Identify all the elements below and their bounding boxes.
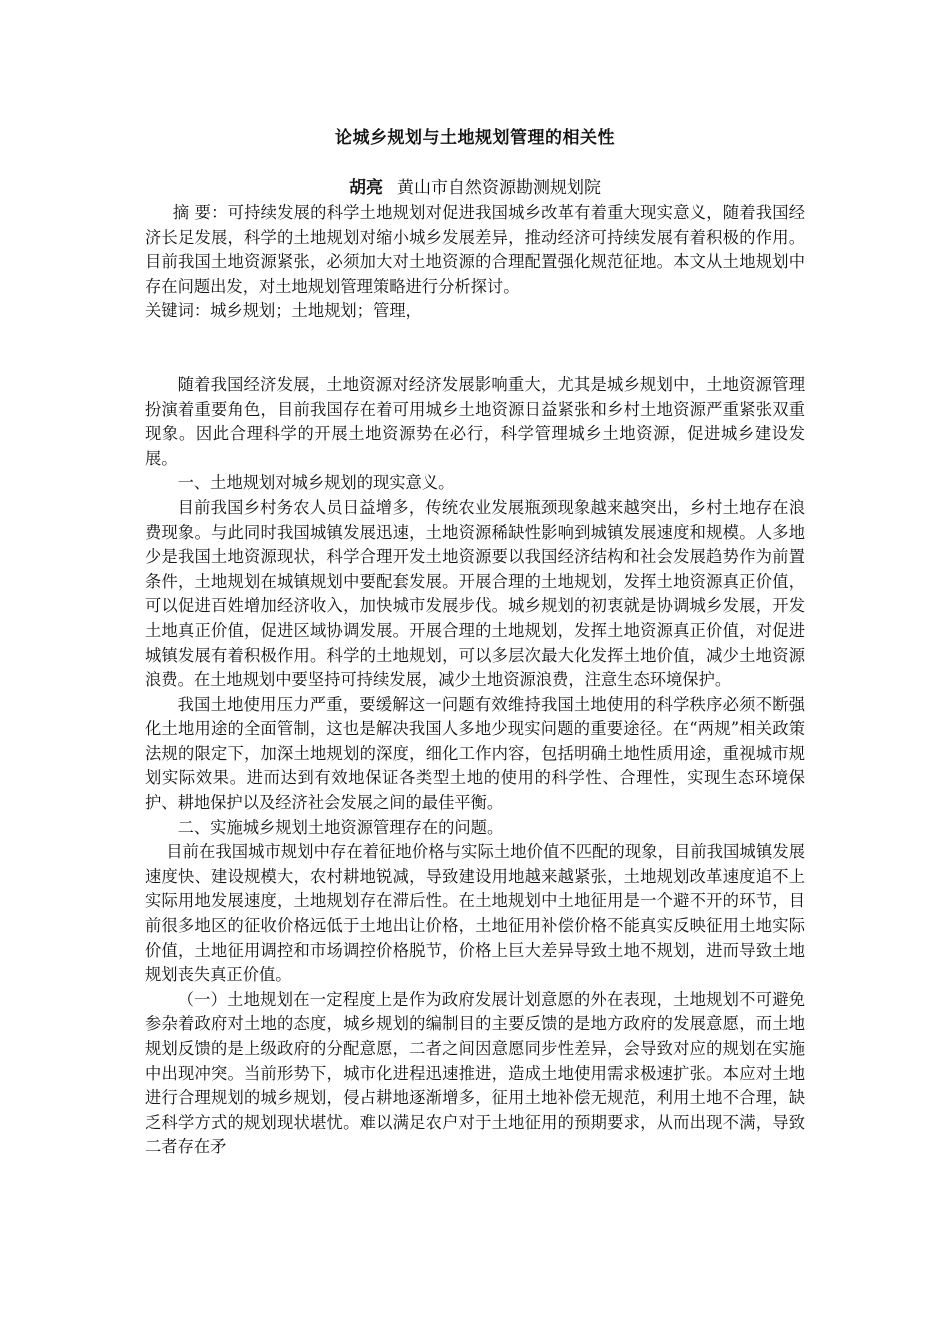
abstract-paragraph: 摘 要：可持续发展的科学土地规划对促进我国城乡改革有着重大现实意义，随着我国经济长足发展，科学的土地规划对缩小城乡发展差异，推动经济可持续发展有着积极的作用。目前我国土地资源紧张，必须加大对土地资源的合理配置强化规范征地。本文从土地规划中存在问题出发，对土地规划管理策略进行分析探讨。: [145, 203, 805, 296]
body-paragraph: 目前在我国城市规划中存在着征地价格与实际土地价值不匹配的现象，目前我国城镇发展速度快、建设规模大，农村耕地锐减，导致建设用地越来越紧张，土地规划改革速度追不上实际用地发展速度，土地规划存在滞后性。在土地规划中土地征用是一个避不开的环节，目前很多地区的征收价格远低于土地出让价格，土地征用补偿价格不能真实反映征用土地实际价值，土地征用调控和市场调控价格脱节，价格上巨大差异导致土地不规划，进而导致土地规划丧失真正价值。: [145, 842, 805, 985]
body-paragraph-intro: 随着我国经济发展，土地资源对经济发展影响重大，尤其是城乡规划中，土地资源管理扮演着重要角色，目前我国存在着可用城乡土地资源日益紧张和乡村土地资源严重紧张双重现象。因此合理科学的开展土地资源势在必行，科学管理城乡土地资源，促进城乡建设发展。: [145, 374, 805, 468]
body-paragraph: 我国土地使用压力严重，要缓解这一问题有效维持我国土地使用的科学秩序必须不断强化土地用途的全面管制，这也是解决我国人多地少现实问题的重要途径。在“两规”相关政策法规的限定下，加深土地规划的深度，细化工作内容，包括明确土地性质用途，重视城市规划实际效果。进而达到有效地保证各类型土地的使用的科学性、合理性，实现生态环境保护、耕地保护以及经济社会发展之间的最佳平衡。: [145, 694, 805, 813]
paper-title: 论城乡规划与土地规划管理的相关性: [335, 128, 615, 148]
body-text: [145, 201, 805, 1160]
body-paragraph: （一）土地规划在一定程度上是作为政府发展计划意愿的外在表现，土地规划不可避免参杂着政府对土地的态度，城乡规划的编制目的主要反馈的是地方政府的发展意愿，而土地规划反馈的是上级政府的分配意愿，二者之间因意愿同步性差异，会导致对应的规划在实施中出现冲突。当前形势下，城市化进程迅速推进，造成土地使用需求极速扩张。本应对土地进行合理规划的城乡规划，侵占耕地逐渐增多，征用土地补偿无规范，利用土地不合理，缺乏科学方式的规划现状堪忧。难以满足农户对于土地征用的预期要求，从而出现不满，导致二者存在矛: [145, 989, 805, 1157]
author-affiliation: 黄山市自然资源勘测规划院: [397, 178, 601, 198]
byline: [145, 176, 805, 200]
section-heading-2: 二、实施城乡规划土地资源管理存在的问题。: [177, 817, 504, 837]
section-heading-1: 一、土地规划对城乡规划的现实意义。: [177, 473, 455, 493]
author-name: 胡亮: [349, 178, 383, 198]
body-paragraph: 目前我国乡村务农人员日益增多，传统农业发展瓶颈现象越来越突出，乡村土地存在浪费现象。与此同时我国城镇发展迅速，土地资源稀缺性影响到城镇发展速度和规模。人多地少是我国土地资源现状，科学合理开发土地资源要以我国经济结构和社会发展趋势作为前置条件，土地规划在城镇规划中要配套发展。开展合理的土地规划，发挥土地资源真正价值，可以促进百姓增加经济收入，加快城市发展步伐。城乡规划的初衷就是协调城乡发展，开发土地真正价值，促进区域协调发展。开展合理的土地规划，发挥土地资源真正价值，对促进城镇发展有着积极作用。科学的土地规划，可以多层次最大化发挥土地价值，减少土地资源浪费。在土地规划中要坚持可持续发展，减少土地资源浪费，注意生态环境保护。: [145, 497, 805, 690]
paragraph-spacer: [145, 324, 805, 373]
keywords-line: 关键词：城乡规划；土地规划；管理，: [145, 301, 422, 321]
